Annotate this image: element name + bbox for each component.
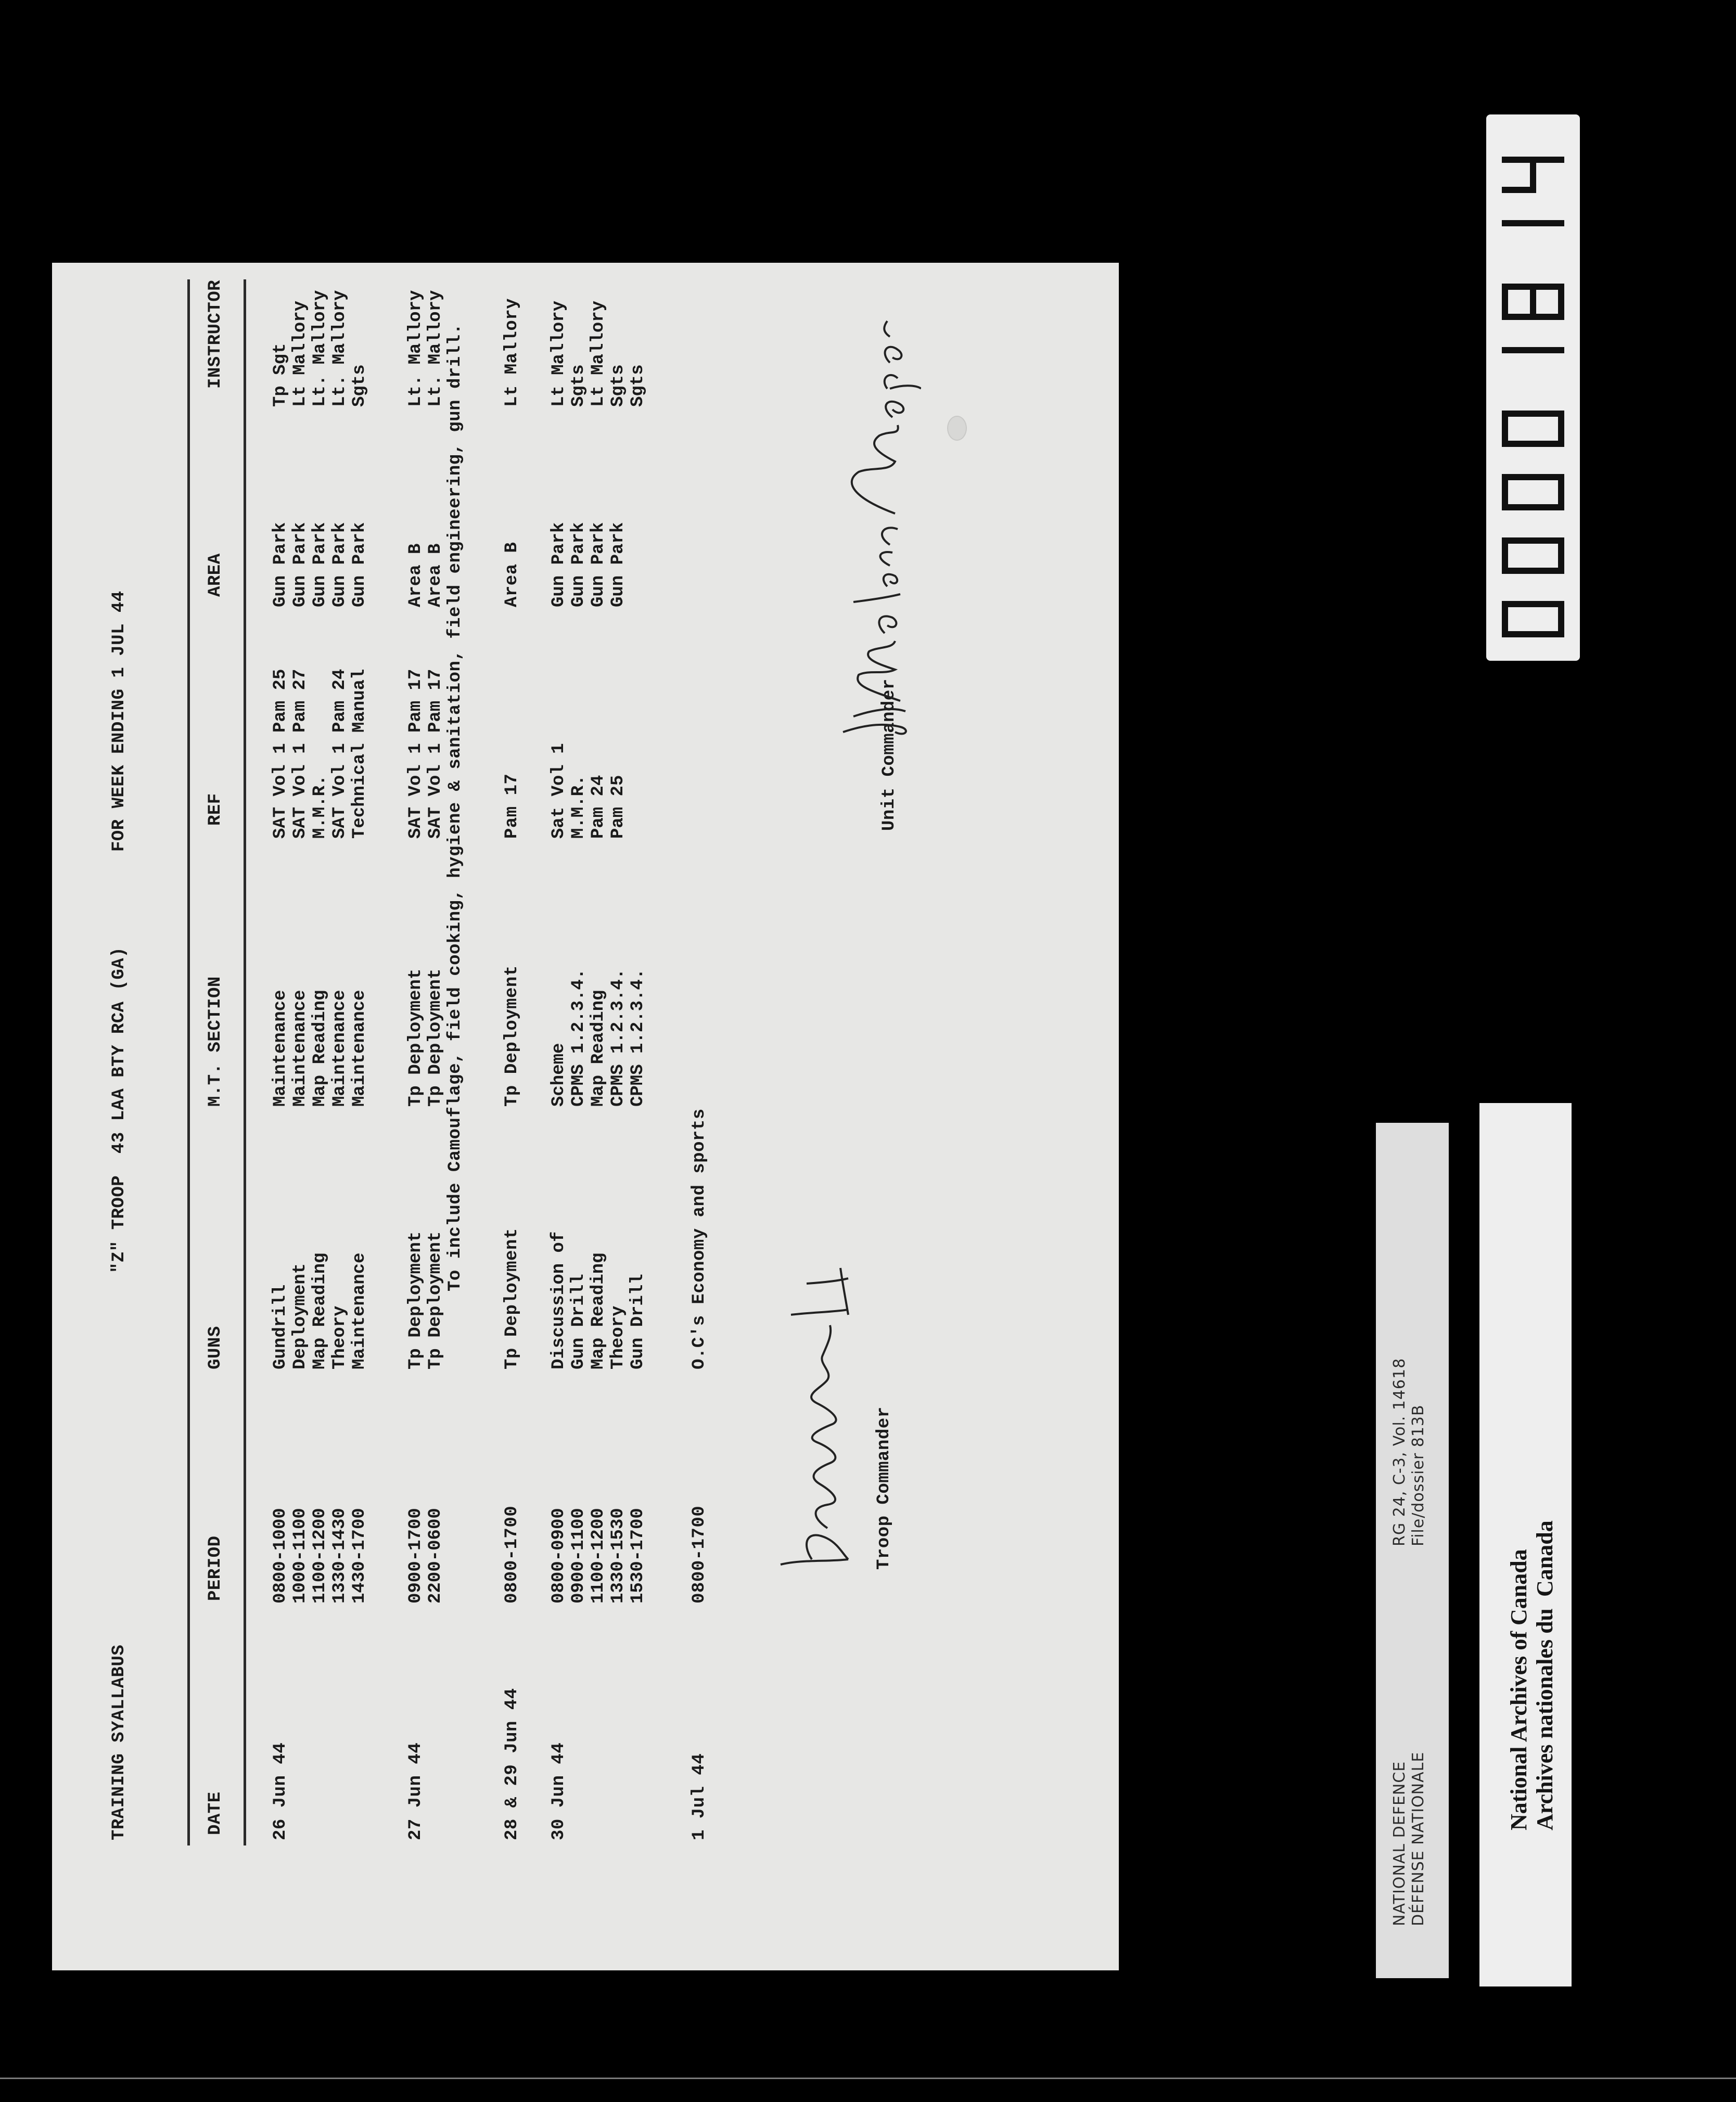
area-value: Gun Park xyxy=(290,522,310,607)
guns-value: Deployment xyxy=(290,1263,310,1369)
period-value: 0800-1700 xyxy=(502,1505,522,1604)
header-rule-top xyxy=(187,279,190,1845)
frame-digit-segment xyxy=(1533,568,1564,574)
frame-digit xyxy=(1502,284,1564,320)
guns-value: O.C's Economy and sports xyxy=(690,1108,709,1369)
area-value: Gun Park xyxy=(608,522,628,607)
period-value: 0800-0900 xyxy=(549,1508,569,1604)
period-value: 2200-0600 xyxy=(426,1508,445,1604)
frame-digit-segment xyxy=(1502,187,1533,193)
instructor-value: Sgts xyxy=(628,364,648,407)
period-cell xyxy=(406,1508,445,1604)
area-cell xyxy=(549,522,628,607)
row-date: 26 Jun 44 xyxy=(271,1742,290,1840)
instructor-value: Lt Mallory xyxy=(502,298,522,407)
mt-value: Scheme xyxy=(549,1043,569,1107)
national-defence-label-content xyxy=(1376,1123,1449,1978)
guns-cell xyxy=(271,1253,369,1369)
row-date: 30 Jun 44 xyxy=(549,1742,569,1840)
ref-value: Pam 24 xyxy=(589,775,608,839)
guns-value: Theory xyxy=(608,1305,628,1369)
mt-value: CPMS 1.2.3.4. xyxy=(569,968,589,1107)
instructor-value: Lt. Mallory xyxy=(406,290,426,407)
area-cell xyxy=(271,522,369,607)
period-value: 0800-1000 xyxy=(271,1508,290,1604)
frame-number-content xyxy=(1486,114,1580,661)
period-value: 1430-1700 xyxy=(350,1508,369,1604)
guns-value: Gun Drill xyxy=(628,1274,648,1369)
area-value: Gun Park xyxy=(549,522,569,607)
instructor-value: Sgts xyxy=(350,364,369,407)
area-value: Gun Park xyxy=(271,522,290,607)
period-cell xyxy=(549,1508,648,1604)
instructor-value: Lt Mallory xyxy=(589,300,608,407)
frame-digit-segment xyxy=(1533,314,1564,320)
period-value: 1000-1100 xyxy=(290,1508,310,1604)
period-value: 0800-1700 xyxy=(690,1505,709,1604)
frame-digit-segment xyxy=(1502,441,1533,447)
frame-digit xyxy=(1502,220,1564,226)
period-value: 1330-1430 xyxy=(330,1508,350,1604)
period-value: 1100-1200 xyxy=(310,1508,330,1604)
frame-digit-segment xyxy=(1533,347,1564,353)
mt-value: Maintenance xyxy=(350,990,369,1107)
frame-digit-segment xyxy=(1502,474,1533,480)
period-cell xyxy=(271,1508,369,1604)
instructor-value: Lt. Mallory xyxy=(426,290,445,407)
area-value: Area B xyxy=(426,543,445,607)
area-value: Area B xyxy=(406,543,426,607)
area-value: Gun Park xyxy=(569,522,589,607)
instructor-cell xyxy=(271,290,369,407)
mt-cell xyxy=(271,990,369,1107)
frame-digit xyxy=(1502,537,1564,574)
instructor-cell xyxy=(549,301,648,407)
mt-value: CPMS 1.2.3.4. xyxy=(628,968,648,1107)
document-title: TRAINING SYALLABUS xyxy=(109,1644,129,1840)
guns-value: Map Reading xyxy=(310,1252,330,1369)
header-rule-bottom xyxy=(244,279,246,1845)
instructor-cell xyxy=(406,290,445,407)
column-header-area: AREA xyxy=(206,553,225,597)
frame-digit xyxy=(1502,157,1564,193)
guns-cell xyxy=(406,1232,445,1369)
mt-value: Map Reading xyxy=(589,990,608,1107)
column-header-mt-section: M.T. SECTION xyxy=(206,976,225,1107)
column-header-instructor: INSTRUCTOR xyxy=(206,279,225,389)
frame-digit-segment xyxy=(1502,411,1533,417)
ref-value: SAT Vol 1 Pam 27 xyxy=(290,669,310,839)
column-header-period: PERIOD xyxy=(206,1535,225,1601)
period-value: 1100-1200 xyxy=(589,1508,608,1604)
mt-value: Maintenance xyxy=(290,990,310,1107)
national-archives-label xyxy=(1479,1103,1572,1986)
punch-hole xyxy=(947,416,967,441)
ref-cell xyxy=(271,669,369,839)
frame-digit-segment xyxy=(1502,347,1533,353)
document-week: FOR WEEK ENDING 1 JUL 44 xyxy=(109,591,129,852)
frame-digit-segment xyxy=(1533,220,1564,226)
syllabus-document-content xyxy=(52,263,1119,1970)
frame-digit-segment xyxy=(1533,157,1564,163)
row-date: 27 Jun 44 xyxy=(406,1742,426,1840)
guns-value: Discussion of xyxy=(549,1231,569,1369)
area-value: Gun Park xyxy=(350,522,369,607)
frame-digit-segment xyxy=(1502,504,1533,510)
column-header-date: DATE xyxy=(206,1791,225,1835)
troop-commander-signature xyxy=(770,1242,869,1575)
national-defence-text: NATIONAL DEFENCE xyxy=(1390,1761,1409,1926)
instructor-value: Lt. Mallory xyxy=(310,290,330,407)
ref-value: Technical Manual xyxy=(350,669,369,839)
rg-reference-text: RG 24, C-3, Vol. 14618 xyxy=(1390,1357,1409,1546)
frame-digit-segment xyxy=(1502,631,1533,637)
frame-digit-segment xyxy=(1502,284,1533,290)
frame-digit-segment xyxy=(1502,601,1533,607)
guns-value: Gundrill xyxy=(271,1284,290,1369)
mt-value: Tp Deployment xyxy=(502,965,522,1107)
document-unit: "Z" TROOP 43 LAA BTY RCA (GA) xyxy=(109,946,129,1273)
period-value: 1330-1530 xyxy=(608,1508,628,1604)
frame-digit-segment xyxy=(1502,314,1533,320)
ref-value: SAT Vol 1 Pam 25 xyxy=(271,669,290,839)
instructor-value: Sgts xyxy=(608,364,628,407)
ref-value: M.M.R. xyxy=(310,775,330,839)
file-reference-text: File/dossier 813B xyxy=(1409,1404,1427,1546)
frame-digit-segment xyxy=(1502,537,1533,544)
ref-value: M.M.R. xyxy=(569,775,589,839)
guns-cell xyxy=(549,1232,648,1369)
frame-digit xyxy=(1502,474,1564,510)
frame-digit-segment xyxy=(1502,157,1533,163)
area-value: Gun Park xyxy=(310,522,330,607)
frame-digit-segment xyxy=(1530,284,1536,320)
defense-nationale-text: DÉFENSE NATIONALE xyxy=(1409,1751,1427,1926)
mt-value: Maintenance xyxy=(330,990,350,1107)
mt-cell xyxy=(549,969,648,1107)
national-archives-label-content xyxy=(1479,1103,1572,1986)
period-value: 1530-1700 xyxy=(628,1508,648,1604)
column-header-guns: GUNS xyxy=(206,1326,225,1369)
frame-digit-segment xyxy=(1533,441,1564,447)
national-defence-label xyxy=(1376,1123,1449,1978)
film-edge-line xyxy=(0,2078,1736,2079)
frame-number-box xyxy=(1486,114,1580,661)
guns-value: Maintenance xyxy=(350,1252,369,1369)
column-header-ref: REF xyxy=(206,793,225,826)
guns-value: Tp Deployment xyxy=(426,1231,445,1369)
national-archives-en: National Archives of Canada xyxy=(1506,1549,1531,1830)
ref-value: Pam 25 xyxy=(608,775,628,839)
national-archives-fr: Archives nationales du Canada xyxy=(1532,1520,1558,1830)
instructor-value: Sgts xyxy=(569,364,589,407)
instructor-value: Lt. Mallory xyxy=(330,290,350,407)
ref-cell xyxy=(549,743,628,839)
training-note: To include Camouflage, field cooking, hygiene & sanitation, field engineering, gun drill. xyxy=(445,323,465,1291)
area-value: Gun Park xyxy=(589,522,608,607)
frame-digit xyxy=(1502,347,1564,353)
guns-value: Map Reading xyxy=(589,1252,608,1369)
ref-value: SAT Vol 1 Pam 17 xyxy=(406,669,426,839)
frame-number-display xyxy=(1486,114,1580,661)
area-value: Gun Park xyxy=(330,522,350,607)
ref-value: Sat Vol 1 xyxy=(549,743,569,839)
guns-value: Tp Deployment xyxy=(406,1231,426,1369)
mt-value: Maintenance xyxy=(271,990,290,1107)
ref-value: SAT Vol 1 Pam 24 xyxy=(330,669,350,839)
frame-digit xyxy=(1502,601,1564,637)
frame-digit-segment xyxy=(1533,504,1564,510)
mt-value: Tp Deployment xyxy=(406,968,426,1107)
instructor-value: Tp Sgt xyxy=(271,343,290,407)
instructor-value: Lt Mallory xyxy=(549,300,569,407)
guns-value: Gun Drill xyxy=(569,1274,589,1369)
frame-digit-segment xyxy=(1502,568,1533,574)
guns-value: Theory xyxy=(330,1305,350,1369)
troop-commander-label: Troop Commander xyxy=(874,1406,894,1570)
frame-digit-segment xyxy=(1533,631,1564,637)
frame-digit xyxy=(1502,411,1564,447)
unit-commander-label: Unit Commander xyxy=(879,678,899,831)
ref-value: Pam 17 xyxy=(502,773,522,839)
mt-value: Tp Deployment xyxy=(426,968,445,1107)
mt-value: Map Reading xyxy=(310,990,330,1107)
mt-cell xyxy=(406,969,445,1107)
row-date: 28 & 29 Jun 44 xyxy=(502,1688,522,1840)
period-value: 0900-1100 xyxy=(569,1508,589,1604)
ref-cell xyxy=(406,669,445,839)
row-date: 1 Jul 44 xyxy=(690,1753,709,1840)
ref-value: SAT Vol 1 Pam 17 xyxy=(426,669,445,839)
mt-value: CPMS 1.2.3.4. xyxy=(608,968,628,1107)
unit-commander-signature xyxy=(822,316,921,742)
frame-digit-segment xyxy=(1502,220,1533,226)
instructor-value: Lt Mallory xyxy=(290,300,310,407)
syllabus-document xyxy=(52,263,1119,1970)
guns-value: Tp Deployment xyxy=(502,1228,522,1369)
area-cell xyxy=(406,544,445,607)
area-value: Area B xyxy=(502,542,522,607)
period-value: 0900-1700 xyxy=(406,1508,426,1604)
